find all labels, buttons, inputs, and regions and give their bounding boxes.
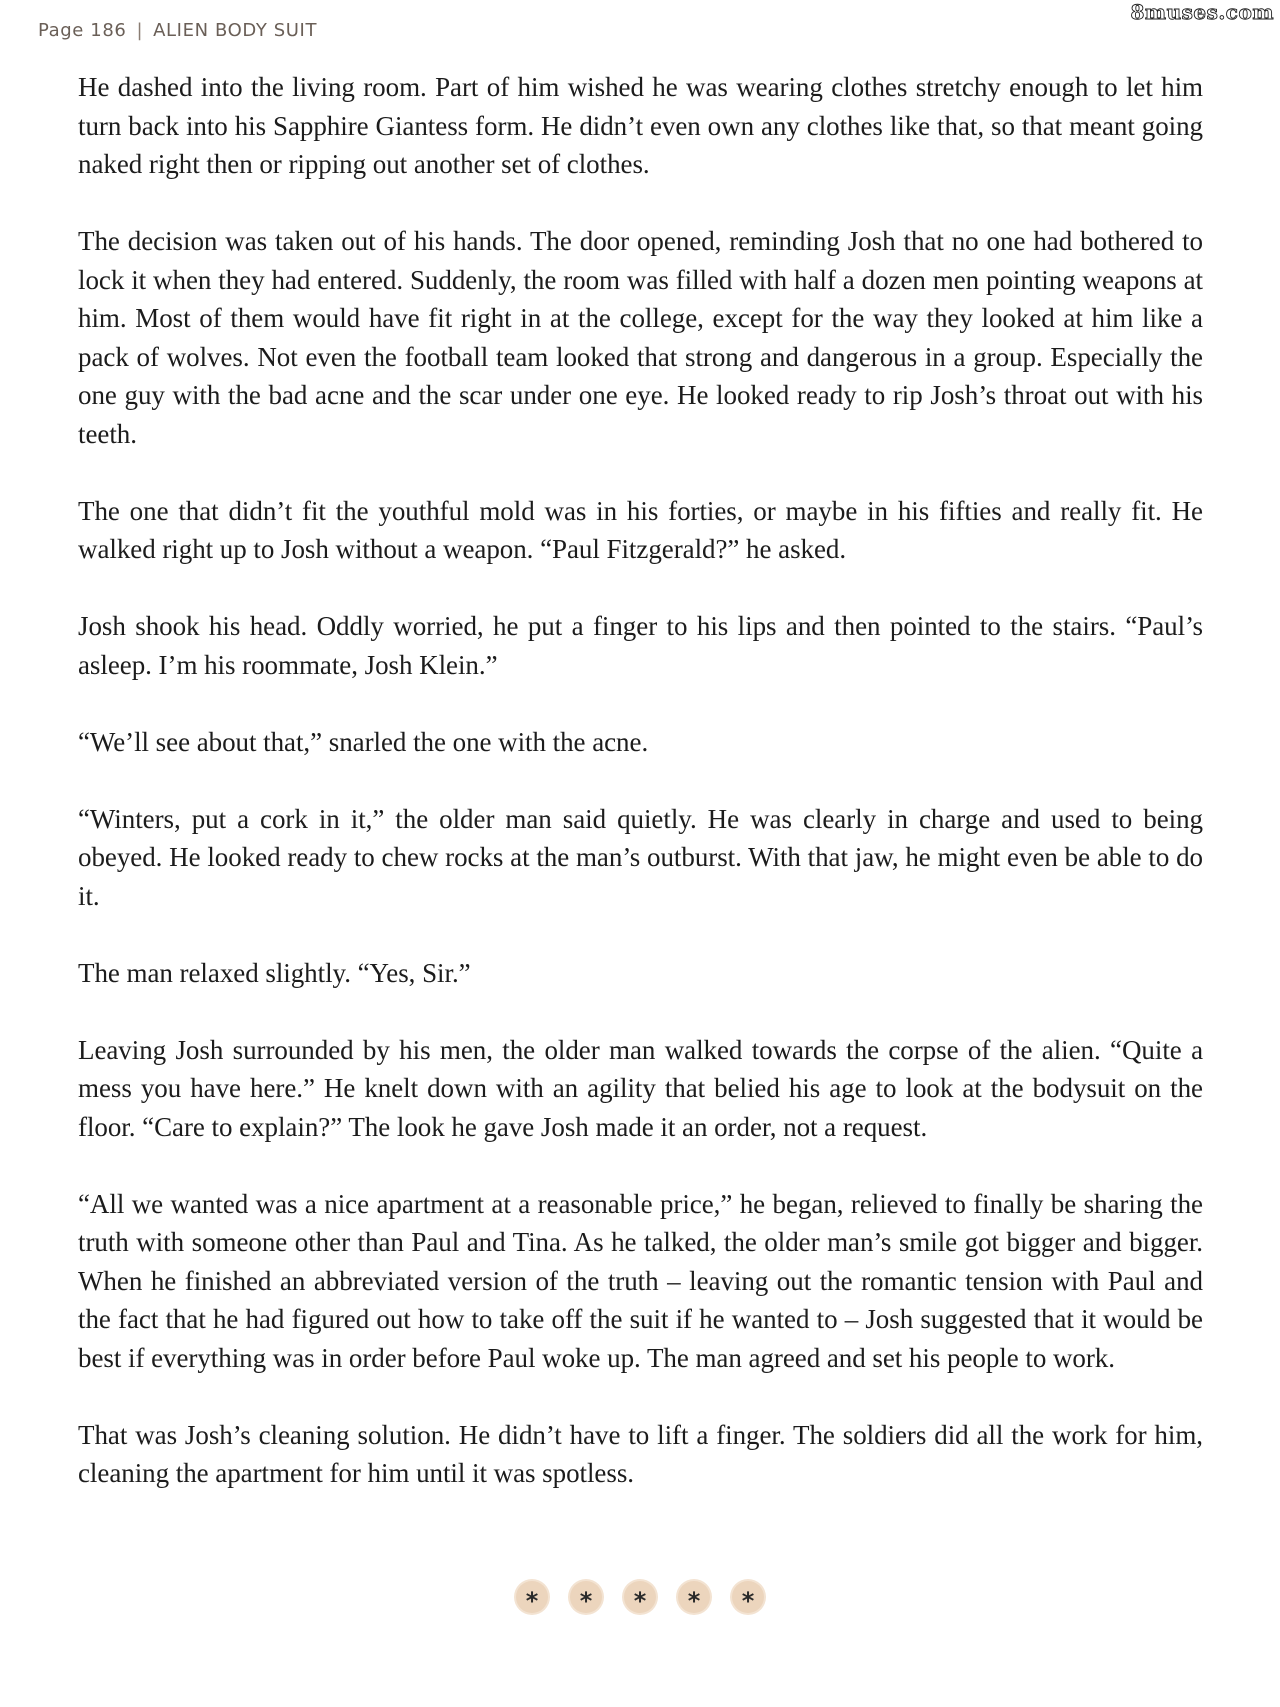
paragraph: “All we wanted was a nice apartment at a reasonable price,” he began, relieved to finally be sharing the truth with someone other than Paul and Tina. As he talked, the older man’s smile got bigger and bigger. When he finished an abbreviated version of the truth – leaving out the romantic tension with Paul and the fact that he had figured out how to take off the suit if he wanted to – Josh suggested that it would be best if everything was in order before Paul woke up. The man agreed and set his people to work. <box>78 1188 1203 1373</box>
paragraph: That was Josh’s cleaning solution. He didn’t have to lift a finger. The soldiers did all the work for him, cleaning the apartment for him until it was spotless. <box>78 1419 1203 1488</box>
asterisk-ornament-icon: * <box>516 1581 548 1613</box>
paragraph: The decision was taken out of his hands. The door opened, reminding Josh that no one had bothered to lock it when they had entered. Suddenly, the room was filled with half a dozen men pointing weapons at him. Most of them would have fit right in at the college, except for the way they looked at him like a pack of wolves. Not even the football team looked that strong and dangerous in a group. Especially the one guy with the bad acne and the scar under one eye. He looked ready to rip Josh’s throat out with his teeth. <box>78 226 1203 449</box>
asterisk-ornament-icon: * <box>624 1581 656 1613</box>
paragraph: “Winters, put a cork in it,” the older man said quietly. He was clearly in charge and used to being obeyed. He looked ready to chew rocks at the man’s outburst. With that jaw, he might even be able to do it. <box>78 803 1203 911</box>
scene-break-ornament <box>0 1581 1280 1621</box>
book-title: ALIEN BODY SUIT <box>153 20 318 41</box>
paragraph: He dashed into the living room. Part of him wished he was wearing clothes stretchy enough to let him turn back into his Sapphire Giantess form. He didn’t even own any clothes like that, so that meant going naked right then or ripping out another set of clothes. <box>78 72 1203 179</box>
paragraph: The one that didn’t fit the youthful mold was in his forties, or maybe in his fifties and really fit. He walked right up to Josh without a weapon. “Paul Fitzgerald?” he asked. <box>78 495 1203 564</box>
page-number: Page 186 <box>38 20 127 41</box>
paragraph: “We’ll see about that,” snarled the one with the acne. <box>78 726 649 757</box>
paragraph: The man relaxed slightly. “Yes, Sir.” <box>78 957 471 988</box>
asterisk-ornament-icon: * <box>732 1581 764 1613</box>
asterisk-ornament-icon: * <box>678 1581 710 1613</box>
site-watermark: 8muses.com <box>1130 0 1274 24</box>
page-body <box>78 68 1203 1531</box>
running-header <box>38 20 317 41</box>
header-separator: | <box>136 20 144 41</box>
paragraph: Leaving Josh surrounded by his men, the older man walked towards the corpse of the alien. “Quite a mess you have here.” He knelt down with an agility that belied his age to look at the bodysuit on the floor. “Care to explain?” The look he gave Josh made it an order, not a request. <box>78 1034 1203 1142</box>
paragraph: Josh shook his head. Oddly worried, he put a finger to his lips and then pointed to the stairs. “Paul’s asleep. I’m his roommate, Josh Klein.” <box>78 611 1203 680</box>
asterisk-ornament-icon: * <box>570 1581 602 1613</box>
